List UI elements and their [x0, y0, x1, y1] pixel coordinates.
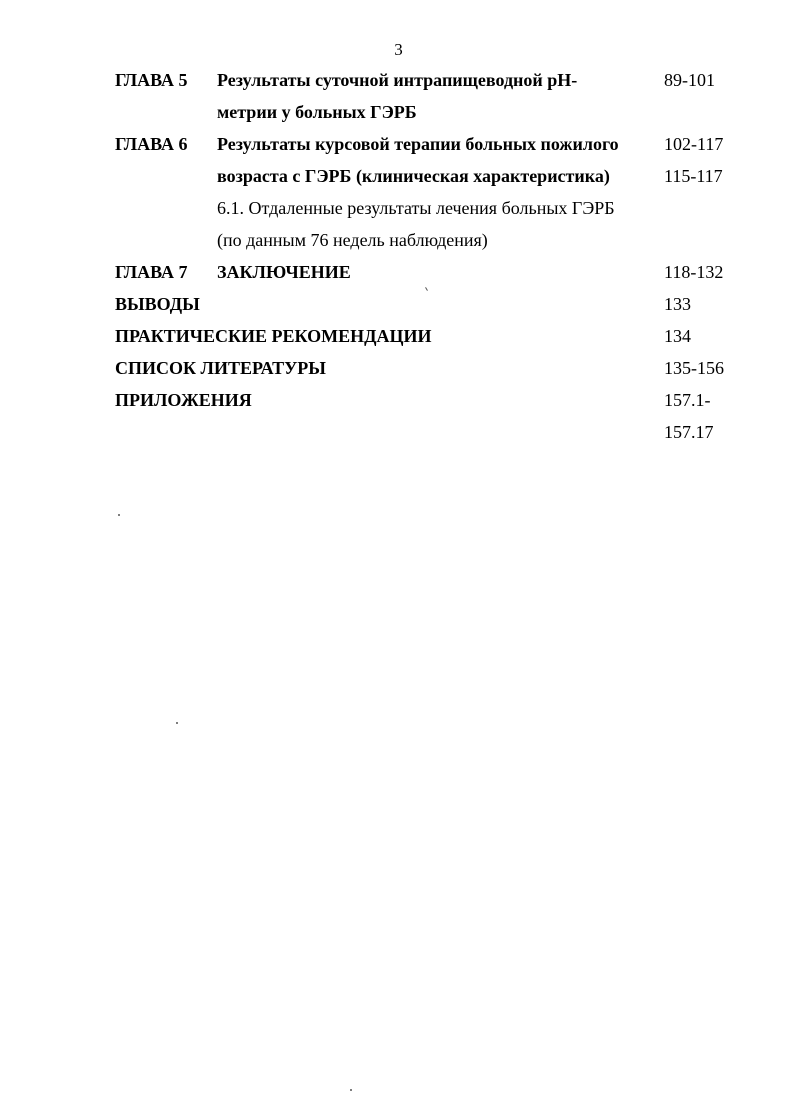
- recommendations-pages: 134: [664, 326, 691, 346]
- appendices-title: ПРИЛОЖЕНИЯ: [115, 390, 252, 410]
- chapter-5-title-line-1: Результаты суточной интрапищеводной рН-: [217, 70, 578, 90]
- chapter-6-pages-line-1: 102-117: [664, 134, 724, 154]
- chapter-7-pages: 118-132: [664, 262, 724, 282]
- chapter-6-title-line-2: возраста с ГЭРБ (клиническая характеристика): [217, 166, 610, 186]
- scan-speck: [350, 1089, 352, 1091]
- references-pages: 135-156: [664, 358, 724, 378]
- appendices-pages-line-2: 157.17: [664, 422, 714, 442]
- chapter-6-title-line-1: Результаты курсовой терапии больных пожилого: [217, 134, 619, 154]
- page-number: 3: [394, 40, 403, 59]
- appendices-pages-line-1: 157.1-: [664, 390, 711, 410]
- scan-speck: [425, 287, 428, 291]
- chapter-5-label: ГЛАВА 5: [115, 70, 188, 90]
- references-title: СПИСОК ЛИТЕРАТУРЫ: [115, 358, 326, 378]
- chapter-5-pages: 89-101: [664, 70, 715, 90]
- chapter-6-label: ГЛАВА 6: [115, 134, 188, 154]
- chapter-7-title: ЗАКЛЮЧЕНИЕ: [217, 262, 351, 282]
- conclusions-title: ВЫВОДЫ: [115, 294, 200, 314]
- chapter-5-title-line-2: метрии у больных ГЭРБ: [217, 102, 417, 122]
- conclusions-pages: 133: [664, 294, 691, 314]
- scan-speck: [176, 722, 178, 724]
- section-6-1-title-line-2: (по данным 76 недель наблюдения): [217, 230, 488, 250]
- recommendations-title: ПРАКТИЧЕСКИЕ РЕКОМЕНДАЦИИ: [115, 326, 432, 346]
- chapter-7-label: ГЛАВА 7: [115, 262, 188, 282]
- chapter-6-pages-line-2: 115-117: [664, 166, 723, 186]
- section-6-1-title-line-1: 6.1. Отдаленные результаты лечения больных ГЭРБ: [217, 198, 615, 218]
- scan-speck: [118, 514, 120, 516]
